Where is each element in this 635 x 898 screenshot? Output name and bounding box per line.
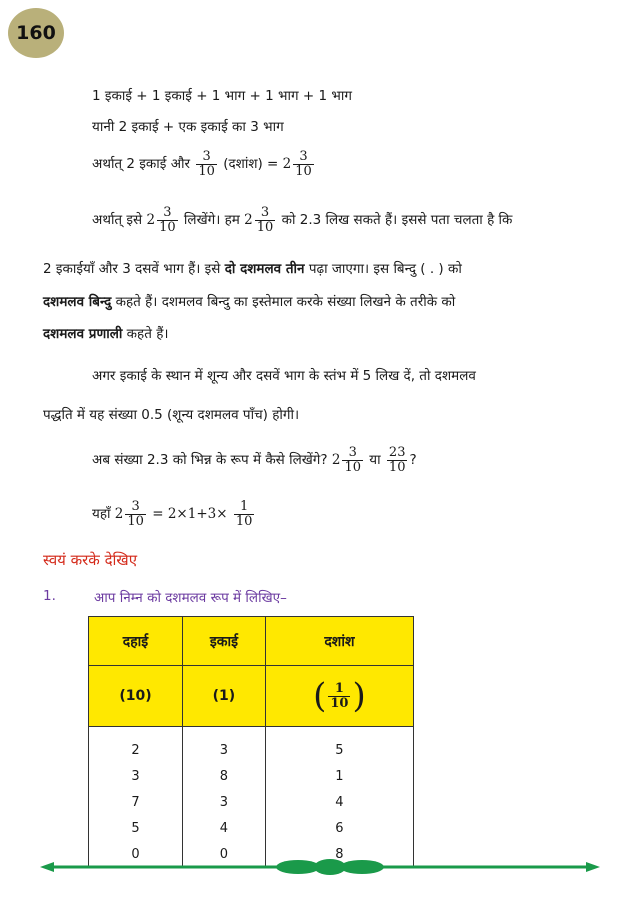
mixed-fraction: 2 $\frac{3}{10}$	[244, 205, 274, 235]
mixed-fraction: 2 $\frac{3}{10}$	[146, 205, 176, 235]
table-subheader-row	[89, 666, 414, 727]
line-2: यानी 2 इकाई + एक इकाई का 3 भाग	[92, 119, 284, 135]
table-spacer-row	[89, 727, 414, 738]
table-row: 5 4 6	[89, 815, 414, 841]
page-number: 160	[16, 22, 56, 44]
header-tenths: दशांश	[265, 617, 413, 666]
subheader-tens: (10)	[89, 666, 183, 727]
table-row: 7 3 4	[89, 789, 414, 815]
line-1: 1 इकाई + 1 इकाई + 1 भाग + 1 भाग + 1 भाग	[92, 88, 352, 104]
question-text: आप निम्न को दशमलव रूप में लिखिए–	[94, 590, 287, 606]
fraction-one-tenth: $\frac{1}{10}$	[235, 499, 253, 529]
header-tens: दहाई	[89, 617, 183, 666]
mixed-fraction: 2 $\frac{3}{10}$	[331, 445, 361, 475]
table-row: 3 8 1	[89, 763, 414, 789]
right-paren: )	[352, 676, 366, 716]
divider-right-arrow	[586, 862, 600, 872]
mixed-two-three-tenths: 2 $\frac{3}{10}$	[282, 149, 312, 179]
para-3: अब संख्या 2.3 को भिन्न के रूप में कैसे लिखेंगे? 2 $\frac{3}{10}$ या $\frac{23}{10}$ ?	[92, 445, 417, 475]
line-3	[92, 150, 316, 178]
para-1-line-3: दशमलव बिन्दु कहते हैं। दशमलव बिन्दु का इस्तेमाल करके संख्या लिखने के तरीके को	[43, 294, 456, 310]
divider-left-arrow	[40, 862, 54, 872]
left-paren: (	[313, 676, 327, 716]
para-1-line-2: 2 इकाईयाँ और 3 दसवें भाग हैं। इसे दो दशमलव तीन पढ़ा जाएगा। इस बिन्दु ( . ) को	[43, 261, 462, 277]
line-3-middle: (दशांश) =	[223, 156, 279, 173]
line-3-prefix: अर्थात् 2 इकाई और	[92, 156, 191, 173]
activity-heading: स्वयं करके देखिए	[43, 551, 138, 569]
page-number-badge	[8, 8, 64, 58]
decorative-divider	[40, 854, 600, 880]
header-ones: इकाई	[182, 617, 265, 666]
question-number: 1.	[43, 588, 56, 604]
fraction-three-tenths: $\frac{3}{10}$	[198, 149, 215, 179]
table-header-row	[89, 617, 414, 666]
table-row: 0 0 8	[89, 841, 414, 868]
divider-ornament	[340, 860, 384, 874]
para-2-line-1: अगर इकाई के स्थान में शून्य और दसवें भाग के स्तंभ में 5 लिख दें, तो दशमलव	[92, 368, 476, 384]
subheader-tenths	[265, 666, 413, 727]
para-2-line-2: पद्धति में यह संख्या 0.5 (शून्य दशमलव पाँच) होगी।	[43, 407, 300, 423]
divider-ornament	[276, 860, 320, 874]
para-1-line-1: अर्थात् इसे 2 $\frac{3}{10}$ लिखेंगे। हम 2 $\frac{3}{10}$ को 2.3 लिख सकते हैं। इससे पता चलता है कि	[92, 205, 513, 235]
fraction-twentythree-tenths: $\frac{23}{10}$	[388, 445, 406, 475]
subheader-ones: (1)	[182, 666, 265, 727]
para-4: यहाँ 2 $\frac{3}{10}$ = 2×1+3× $\frac{1}{10}$	[92, 499, 253, 529]
mixed-fraction: 2 $\frac{3}{10}$	[114, 499, 144, 529]
para-1-line-4: दशमलव प्रणाली कहते हैं।	[43, 326, 169, 342]
fraction-one-tenth: $\frac{1}{10}$	[330, 680, 349, 711]
table-row: 2 3 5	[89, 737, 414, 763]
place-value-table	[88, 616, 414, 868]
